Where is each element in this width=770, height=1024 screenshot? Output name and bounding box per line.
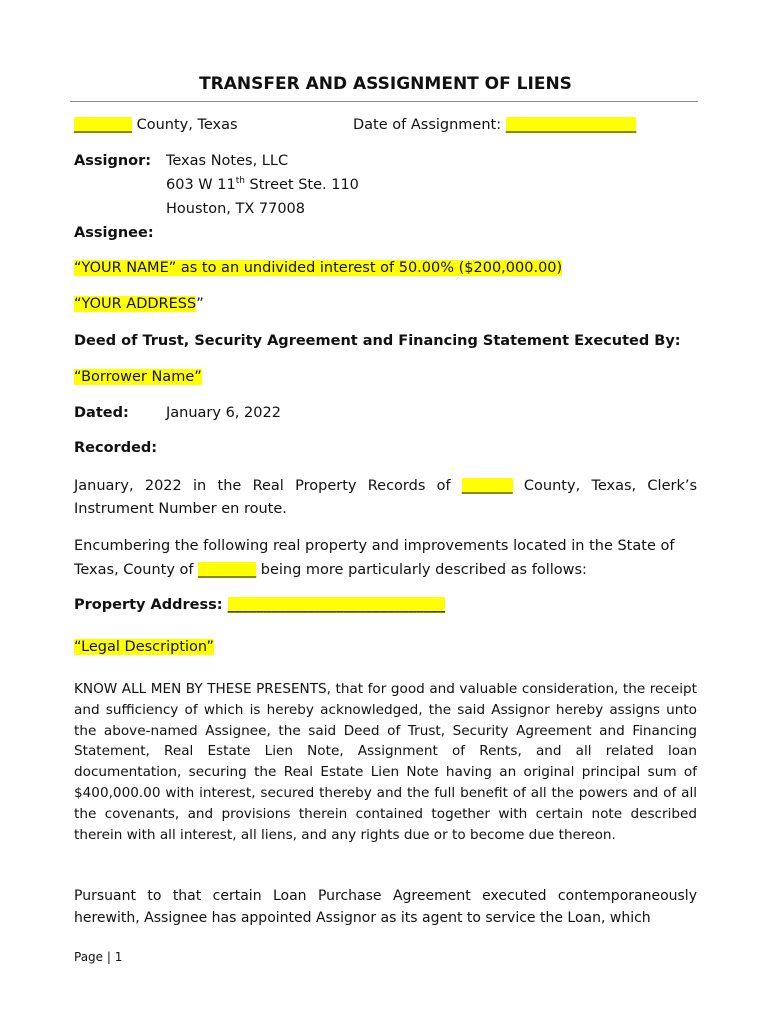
recorded-word: 2022 <box>144 478 182 494</box>
property-address-blank[interactable]: ______________________________ <box>227 597 446 613</box>
page-number-footer: Page | 1 <box>74 950 123 964</box>
recorded-word: Real <box>252 478 284 494</box>
assignee-address-highlight[interactable]: “YOUR ADDRESS <box>74 296 197 312</box>
property-address <box>74 595 445 615</box>
legal-description-highlight[interactable]: “Legal Description” <box>74 639 214 655</box>
assignor-label: Assignor: <box>74 153 152 169</box>
encumbering-post: being more particularly described as follows: <box>256 562 587 578</box>
recorded-county-blank[interactable]: _______ <box>461 478 513 494</box>
legal-description-line <box>74 637 214 657</box>
recorded-line-1 <box>74 476 697 496</box>
pursuant-paragraph: Pursuant to that certain Loan Purchase Agreement executed contemporaneously herewith, Assignee has appointed Assignor as its agent to service the Loan, which <box>74 888 697 926</box>
assignee-label: Assignee: <box>74 225 154 241</box>
recorded-word: in <box>193 478 207 494</box>
date-of-assignment-label: Date of Assignment: <box>353 117 506 133</box>
deed-heading: Deed of Trust, Security Agreement and Financing Statement Executed By: <box>74 333 681 349</box>
borrower-line <box>74 367 202 387</box>
dated-label: Dated: <box>74 405 129 421</box>
assignee-address-tail: ” <box>196 296 204 312</box>
dated-value: January 6, 2022 <box>166 405 281 421</box>
date-of-assignment <box>353 115 636 135</box>
recorded-word: Property <box>295 478 357 494</box>
assignee-address-line <box>74 294 204 314</box>
county-blank[interactable]: ________ <box>74 117 132 133</box>
title-rule <box>70 101 698 102</box>
encumbering-line-2 <box>74 560 587 580</box>
county-line <box>74 115 238 135</box>
recorded-word: the <box>217 478 242 494</box>
encumbering-county-blank[interactable]: ________ <box>198 562 257 578</box>
recorded-word: Texas, <box>591 478 637 494</box>
recorded-word: of <box>436 478 451 494</box>
date-of-assignment-blank[interactable]: __________________ <box>505 117 637 133</box>
county-text: County, Texas <box>132 117 238 133</box>
assignor-street <box>166 175 359 195</box>
recorded-word: January, <box>74 478 134 494</box>
assignee-name-line <box>74 258 562 278</box>
assignor-street-pre: 603 W 11 <box>166 177 236 193</box>
encumbering-line-1: Encumbering the following real property and improvements located in the State of <box>74 538 675 554</box>
recorded-word: County, <box>523 478 581 494</box>
know-all-men-paragraph: KNOW ALL MEN BY THESE PRESENTS, that for good and valuable consideration, the receipt and sufficiency of which is hereby acknowledged, the said Assignor hereby assigns unto the above-named Assignee, the said Deed of Trust, Security Agreement and Financing Statement, Real Estate Lien Note, Assignment of Rents, and all related loan documentation, securing the Real Estate Lien Note having an original principal sum of $400,000.00 with interest, secured thereby and the full benefit of all the powers and of all the covenants, and provisions therein contained together with certain note described therein with all interest, all liens, and any rights due or to become due thereon. <box>74 681 697 843</box>
document-title: TRANSFER AND ASSIGNMENT OF LIENS <box>199 74 572 94</box>
recorded-line-2: Instrument Number en route. <box>74 501 287 517</box>
assignor-city: Houston, TX 77008 <box>166 201 306 217</box>
recorded-word: Records <box>367 478 426 494</box>
assignor-street-post: Street Ste. 110 <box>244 177 359 193</box>
borrower-highlight[interactable]: “Borrower Name” <box>74 369 202 385</box>
property-address-label: Property Address: <box>74 597 228 613</box>
recorded-label: Recorded: <box>74 440 158 456</box>
assignor-name: Texas Notes, LLC <box>166 153 289 169</box>
assignee-name-highlight[interactable]: “YOUR NAME” as to an undivided interest of 50.00% ($200,000.00) <box>74 260 563 276</box>
recorded-word: Clerk’s <box>647 478 698 494</box>
encumbering-pre: Texas, County of <box>74 562 199 578</box>
assignor-street-sup: th <box>235 176 245 186</box>
